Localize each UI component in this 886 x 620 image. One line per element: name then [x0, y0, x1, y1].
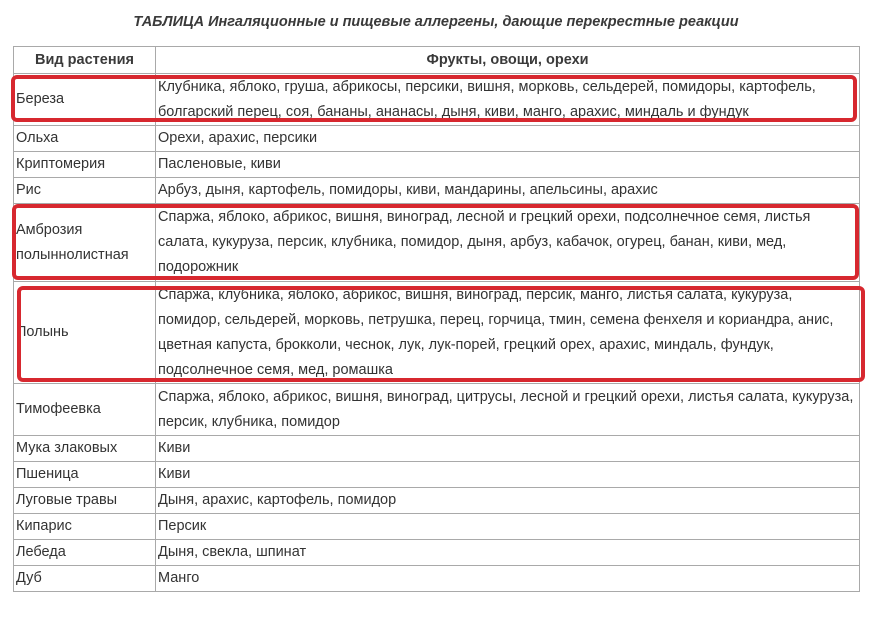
row-plant: Криптомерия — [14, 152, 156, 178]
table-row — [14, 204, 860, 282]
row-plant: Береза — [14, 74, 156, 126]
row-plant: Пшеница — [14, 462, 156, 488]
table-row — [14, 126, 860, 152]
row-foods: Киви — [156, 462, 860, 488]
row-plant: Полынь — [14, 282, 156, 384]
row-foods: Спаржа, яблоко, абрикос, вишня, виноград, цитрусы, лесной и грецкий орехи, листья салата, кукуруза, персик, клубника, помидор — [156, 384, 860, 436]
row-plant: Дуб — [14, 566, 156, 592]
row-plant: Кипарис — [14, 514, 156, 540]
row-plant: Луговые травы — [14, 488, 156, 514]
row-foods: Дыня, свекла, шпинат — [156, 540, 860, 566]
table-row — [14, 282, 860, 384]
row-foods: Арбуз, дыня, картофель, помидоры, киви, мандарины, апельсины, арахис — [156, 178, 860, 204]
table-header-row — [14, 47, 860, 74]
table-row — [14, 178, 860, 204]
row-plant: Мука злаковых — [14, 436, 156, 462]
row-foods: Манго — [156, 566, 860, 592]
row-plant: Рис — [14, 178, 156, 204]
row-foods: Персик — [156, 514, 860, 540]
allergen-table — [13, 46, 860, 592]
row-foods: Спаржа, яблоко, абрикос, вишня, виноград, лесной и грецкий орехи, подсолнечное семя, листья салата, кукуруза, персик, клубника, помидор, дыня, арбуз, кабачок, огурец, банан, киви, мед, подорожник — [156, 204, 860, 282]
table-row — [14, 566, 860, 592]
row-foods: Киви — [156, 436, 860, 462]
row-foods: Пасленовые, киви — [156, 152, 860, 178]
table-row — [14, 540, 860, 566]
header-foods: Фрукты, овощи, орехи — [156, 47, 860, 74]
header-plant: Вид растения — [14, 47, 156, 74]
table-row — [14, 514, 860, 540]
row-plant: Ольха — [14, 126, 156, 152]
table-row — [14, 488, 860, 514]
row-foods: Орехи, арахис, персики — [156, 126, 860, 152]
row-foods: Спаржа, клубника, яблоко, абрикос, вишня, виноград, персик, манго, листья салата, кукуруза, помидор, сельдерей, морковь, петрушка, перец, горчица, тмин, семена фенхеля и кориандра, анис, цветная капуста, брокколи, чеснок, лук, лук-порей, грецкий орех, арахис, миндаль, фундук, подсолнечное семя, мед, ромашка — [156, 282, 860, 384]
table-row — [14, 152, 860, 178]
table-row — [14, 74, 860, 126]
table-row — [14, 384, 860, 436]
row-plant: Тимофеевка — [14, 384, 156, 436]
row-foods: Клубника, яблоко, груша, абрикосы, персики, вишня, морковь, сельдерей, помидоры, картофель, болгарский перец, соя, бананы, ананасы, дыня, киви, манго, арахис, миндаль и фундук — [156, 74, 860, 126]
table-caption: ТАБЛИЦА Ингаляционные и пищевые аллергены, дающие перекрестные реакции — [133, 14, 739, 30]
table-row — [14, 462, 860, 488]
row-plant: Амброзия полыннолистная — [14, 204, 156, 282]
table-row — [14, 436, 860, 462]
row-foods: Дыня, арахис, картофель, помидор — [156, 488, 860, 514]
row-plant: Лебеда — [14, 540, 156, 566]
